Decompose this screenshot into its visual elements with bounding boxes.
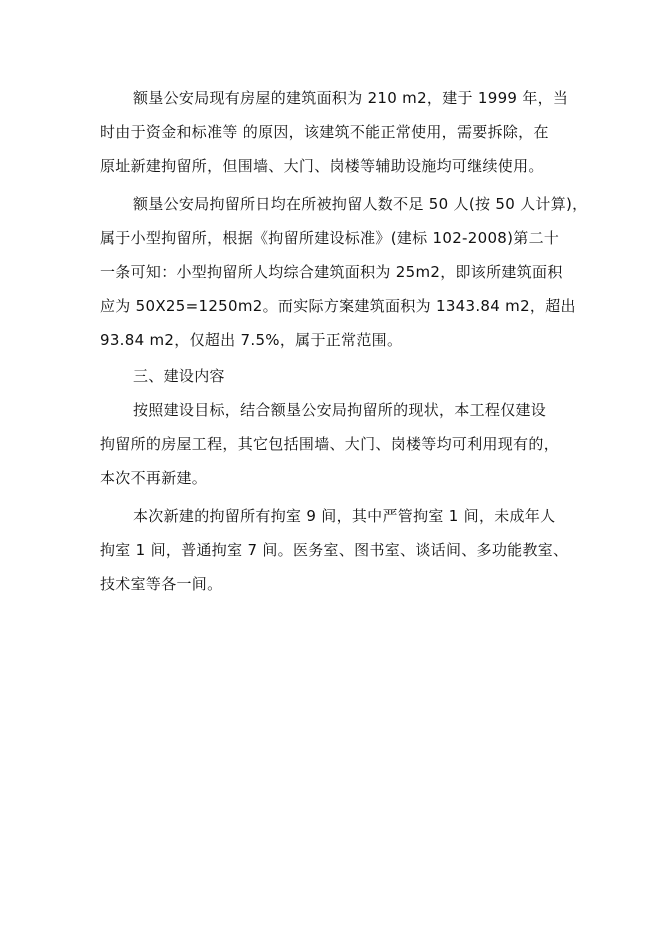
paragraph-1-line-3: 原址新建拘留所，但围墙、大门、岗楼等辅助设施均可继续使用。	[100, 157, 544, 175]
paragraph-3-line-2: 拘留所的房屋工程，其它包括围墙、大门、岗楼等均可利用现有的，	[100, 435, 560, 453]
paragraph-4-line-1: 本次新建的拘留所有拘室 9 间，其中严管拘室 1 间，未成年人	[133, 507, 556, 525]
paragraph-4-line-3: 技术室等各一间。	[100, 575, 223, 593]
paragraph-3-line-3: 本次不再新建。	[100, 469, 208, 487]
paragraph-4-line-2: 拘室 1 间，普通拘室 7 间。医务室、图书室、谈话间、多功能教室、	[100, 541, 569, 559]
paragraph-1-line-1: 额垦公安局现有房屋的建筑面积为 210 m2，建于 1999 年，当	[133, 89, 569, 107]
paragraph-2-line-3: 一条可知：小型拘留所人均综合建筑面积为 25m2，即该所建筑面积	[100, 263, 563, 281]
paragraph-2-line-2: 属于小型拘留所，根据《拘留所建设标准》(建标 102-2008)第二十	[100, 229, 560, 247]
section-heading: 三、建设内容	[133, 367, 225, 385]
paragraph-1-line-2: 时由于资金和标准等 的原因，该建筑不能正常使用，需要拆除，在	[100, 123, 549, 141]
paragraph-2-line-4: 应为 50X25=1250m2。而实际方案建筑面积为 1343.84 m2，超出	[100, 297, 576, 315]
paragraph-2-line-1: 额垦公安局拘留所日均在所被拘留人数不足 50 人(按 50 人计算)，	[133, 195, 588, 213]
paragraph-3-line-1: 按照建设目标，结合额垦公安局拘留所的现状，本工程仅建设	[133, 401, 547, 419]
paragraph-2-line-5: 93.84 m2，仅超出 7.5%，属于正常范围。	[100, 331, 403, 349]
